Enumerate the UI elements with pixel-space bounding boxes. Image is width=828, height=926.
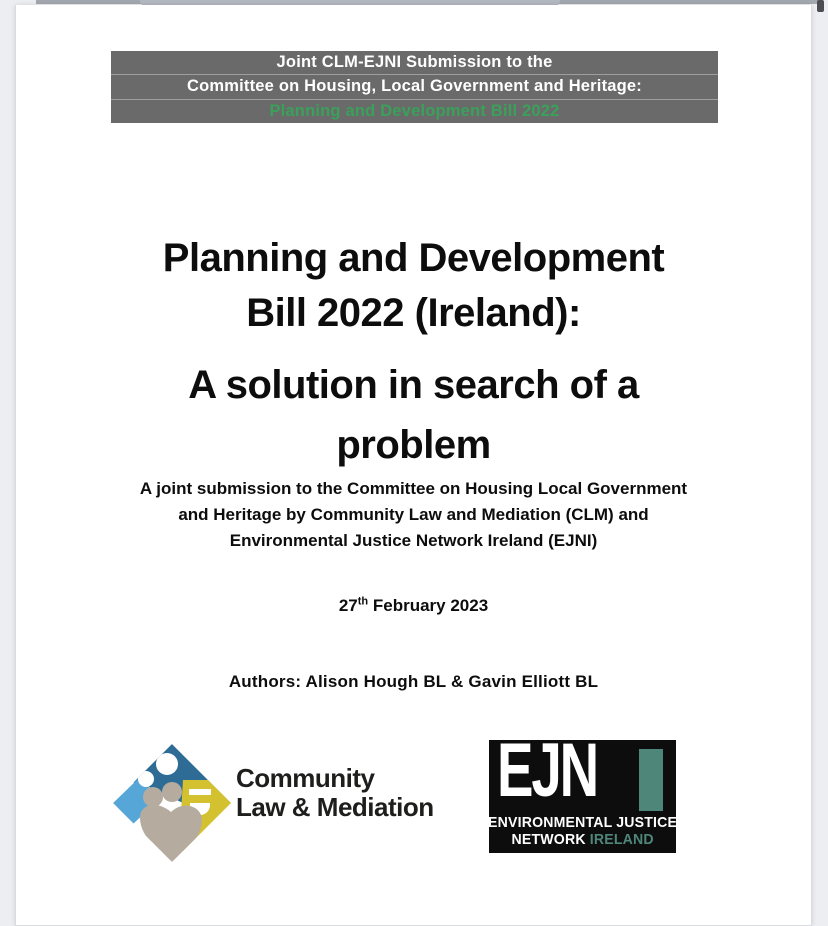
ejni-ireland-text: IRELAND — [589, 831, 654, 848]
ejni-logo — [487, 728, 678, 853]
ejni-network-text: NETWORK — [511, 831, 586, 848]
subtitle-line-3: Environmental Justice Network Ireland (EJNI) — [229, 531, 598, 550]
clm-name-line-1: Community — [236, 763, 375, 793]
document-title-line-2: Bill 2022 (Ireland): — [246, 291, 581, 335]
ejni-letter-i-bar — [639, 749, 663, 811]
header-banner — [111, 51, 718, 123]
scrollbar-thumb[interactable] — [817, 0, 824, 12]
document-title-line-4: problem — [336, 423, 491, 467]
date-ordinal-suffix: th — [357, 595, 369, 608]
subtitle-line-2: and Heritage by Community Law and Mediation (CLM) and — [178, 505, 649, 524]
document-page — [15, 5, 812, 926]
subtitle-line-1: A joint submission to the Committee on Housing Local Government — [139, 479, 688, 498]
authors: Authors: Alison Hough BL & Gavin Elliott BL — [228, 672, 599, 691]
banner-line-2: Committee on Housing, Local Government and Heritage: — [111, 74, 718, 98]
clm-logo-icon — [109, 738, 239, 868]
banner-line-3-highlight: Planning and Development Bill 2022 — [111, 99, 718, 123]
document-title-line-1: Planning and Development — [162, 236, 665, 280]
clm-logo-wordmark — [236, 764, 434, 822]
ejni-logo-top — [497, 728, 668, 813]
date-month-year: February 2023 — [368, 596, 489, 615]
ejni-acronym-text: EJN — [497, 728, 597, 813]
ejni-tagline-line-1: ENVIRONMENTAL JUSTICE — [487, 814, 678, 831]
date-day: 27 — [338, 596, 358, 615]
document-title-line-3: A solution in search of a — [188, 363, 639, 407]
submission-date — [16, 596, 811, 616]
subtitle — [16, 476, 811, 554]
banner-line-1: Joint CLM-EJNI Submission to the — [276, 53, 553, 72]
ejni-tagline-line-2 — [511, 831, 653, 848]
clm-name-line-2: Law & Mediation — [236, 792, 434, 822]
